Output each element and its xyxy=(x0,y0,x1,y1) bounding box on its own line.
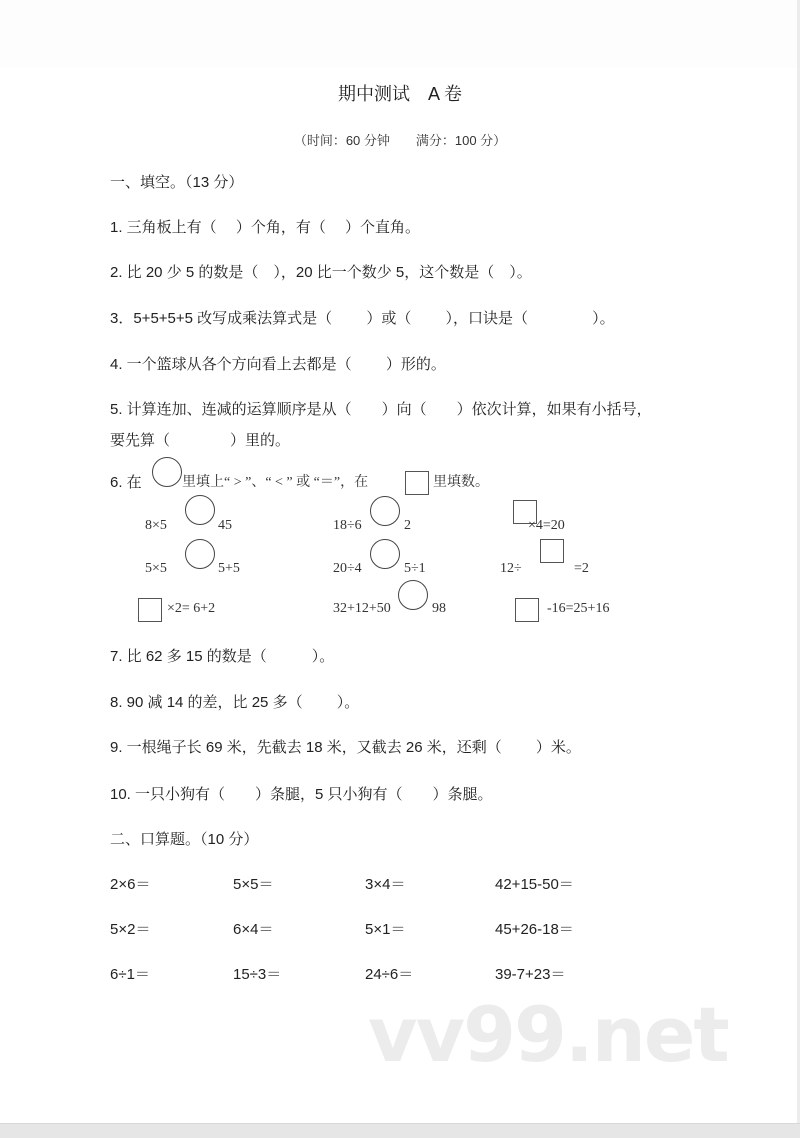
calc-item: 2×6＝ xyxy=(110,876,151,893)
calc-item: 24÷6＝ xyxy=(365,966,414,983)
exam-info: （时间：60 分钟 满分：100 分） xyxy=(293,133,507,148)
page-title: 期中测试 A 卷 xyxy=(337,84,462,104)
question-5: 5. 计算连加、连减的运算顺序是从（ ）向（ ）依次计算，如果有小括号， xyxy=(110,401,652,418)
question-7: 7. 比 62 多 15 的数是（ ）。 xyxy=(110,648,335,665)
answer-box[interactable] xyxy=(405,471,429,495)
compare-right: 5+5 xyxy=(218,561,240,576)
question-5-cont: 要先算（ ）里的。 xyxy=(110,432,291,449)
calc-item: 3×4＝ xyxy=(365,876,406,893)
answer-box[interactable] xyxy=(515,598,539,622)
question-10: 10. 一只小狗有（ ）条腿，5 只小狗有（ ）条腿。 xyxy=(110,786,493,803)
question-2: 2. 比 20 少 5 的数是（ ），20 比一个数少 5，这个数是（ ）。 xyxy=(110,264,532,281)
answer-box[interactable] xyxy=(540,539,564,563)
compare-left: 18÷6 xyxy=(333,518,362,533)
answer-circle[interactable] xyxy=(185,539,215,569)
question-4: 4. 一个篮球从各个方向看上去都是（ ）形的。 xyxy=(110,356,446,373)
answer-box[interactable] xyxy=(138,598,162,622)
calc-item: 6×4＝ xyxy=(233,921,274,938)
question-3: 3．5+5+5+5 改写成乘法算式是（ ）或（ ），口诀是（ ）。 xyxy=(110,310,615,327)
calc-item: 6÷1＝ xyxy=(110,966,150,983)
page-top-margin xyxy=(0,0,800,68)
calc-item: 42+15-50＝ xyxy=(495,876,574,893)
compare-right: 45 xyxy=(218,518,232,533)
question-1: 1. 三角板上有（ ）个角，有（ ）个直角。 xyxy=(110,219,421,236)
question-6-mid: 里填上“ > ”、“ < ” 或 “＝”，在 xyxy=(182,475,369,490)
equation-left: 12÷ xyxy=(500,561,522,576)
question-8: 8. 90 减 14 的差，比 25 多（ ）。 xyxy=(110,694,360,711)
compare-left: 5×5 xyxy=(145,561,167,576)
answer-circle[interactable] xyxy=(370,539,400,569)
compare-left: 20÷4 xyxy=(333,561,362,576)
calc-item: 39-7+23＝ xyxy=(495,966,566,983)
compare-left: 8×5 xyxy=(145,518,167,533)
question-9: 9. 一根绳子长 69 米，先截去 18 米，又截去 26 米，还剩（ ）米。 xyxy=(110,739,581,756)
section-heading-fill-blank: 一、填空。（13 分） xyxy=(110,174,244,191)
equation-right: ×4=20 xyxy=(528,518,565,533)
page-bottom-bar xyxy=(0,1123,800,1138)
section-heading-mental-math: 二、口算题。（10 分） xyxy=(110,831,259,848)
compare-right: 2 xyxy=(404,518,411,533)
calc-item: 5×5＝ xyxy=(233,876,274,893)
equation-right: ×2= 6+2 xyxy=(167,601,216,616)
calc-item: 15÷3＝ xyxy=(233,966,282,983)
question-6-suffix: 里填数。 xyxy=(433,475,489,490)
answer-circle[interactable] xyxy=(185,495,215,525)
answer-circle[interactable] xyxy=(398,580,428,610)
calc-item: 5×2＝ xyxy=(110,921,151,938)
equation-right: -16=25+16 xyxy=(547,601,610,616)
compare-left: 32+12+50 xyxy=(333,601,391,616)
equation-right: =2 xyxy=(574,561,589,576)
question-6-prefix: 6. 在 xyxy=(110,474,142,491)
answer-circle[interactable] xyxy=(152,457,182,487)
compare-right: 5÷1 xyxy=(404,561,426,576)
watermark: vv99.net xyxy=(368,990,728,1079)
compare-right: 98 xyxy=(432,601,446,616)
answer-circle[interactable] xyxy=(370,496,400,526)
calc-item: 45+26-18＝ xyxy=(495,921,574,938)
calc-item: 5×1＝ xyxy=(365,921,406,938)
